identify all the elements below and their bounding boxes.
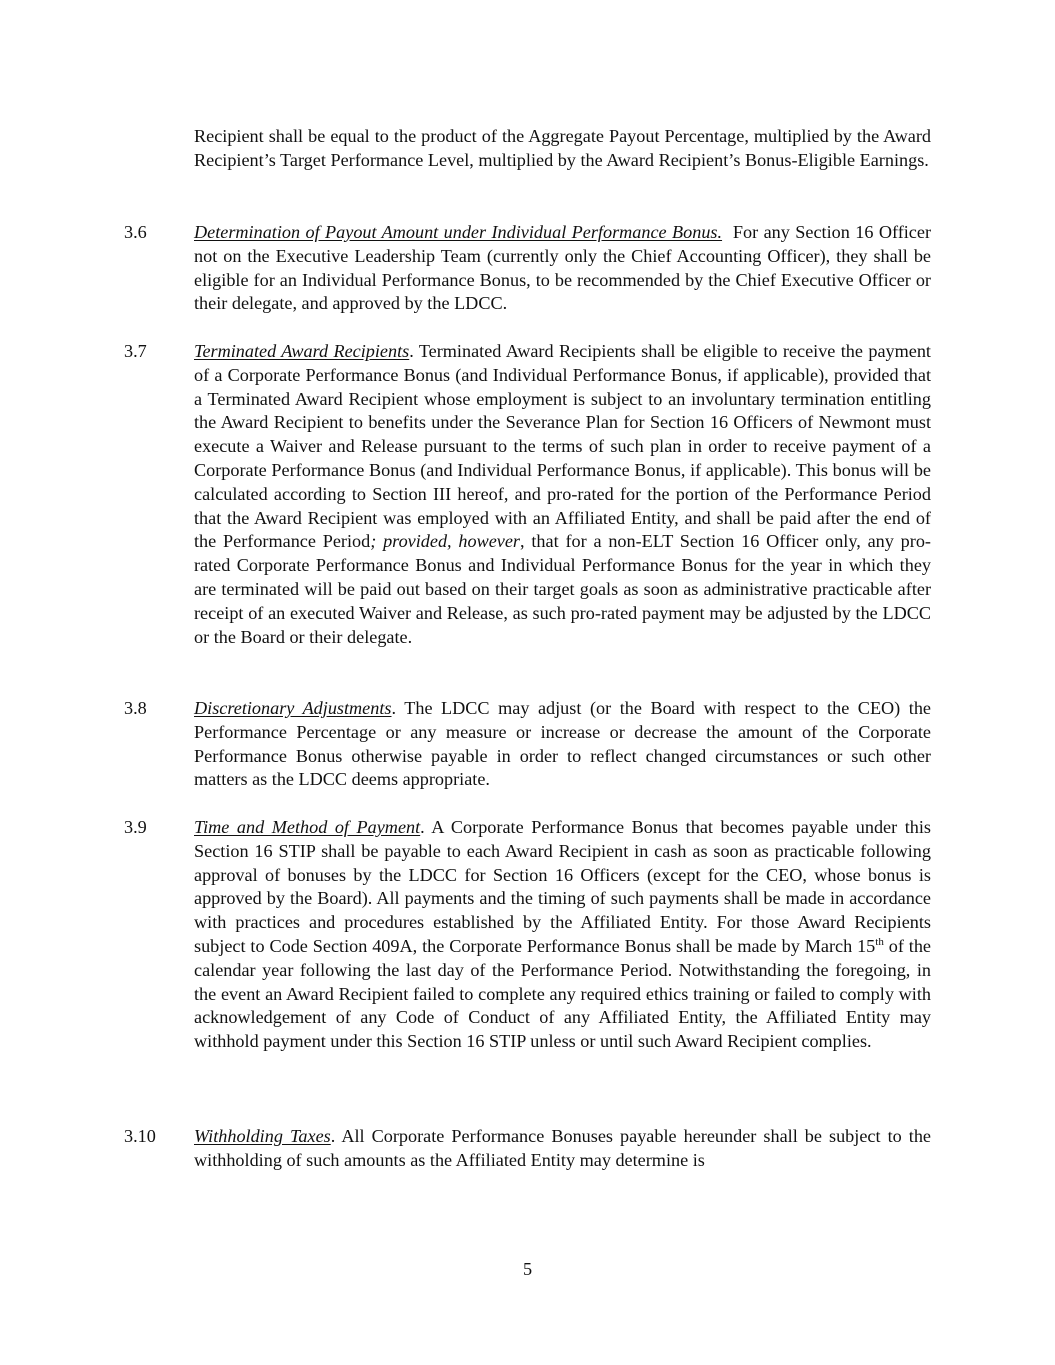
section-3-10: [194, 1125, 931, 1173]
section-3-8: [194, 697, 931, 792]
section-3-7-body-a: . Terminated Award Recipients shall be eligible to receive the payment of a Corporate Performance Bonus (and Individual Performance Bonus, if applicable), provided that a Terminated Award Recipient whose employment is subject to an involuntary termination entitling the Award Recipient to benefits under the Severance Plan for Section 16 Officers of Newmont must execute a Waiver and Release pursuant to the terms of such plan in order to receive payment of a Corporate Performance Bonus (and Individual Performance Bonus, if applicable). This bonus will be calculated according to Section III hereof, and pro-rated for the portion of the Performance Period that the Award Recipient was employed with an Affiliated Entity, and shall be paid after the end of the Performance Period: [194, 341, 931, 552]
section-3-9: [194, 816, 931, 1054]
continuation-paragraph: [194, 125, 931, 173]
section-3-6-body: For any Section 16 Officer not on the Executive Leadership Team (currently only the Chief Accounting Officer), they shall be eligible for an Individual Performance Bonus, to be recommended by the Chief Executive Officer or their delegate, and approved by the LDCC.: [194, 222, 932, 314]
section-3-6: [194, 221, 931, 316]
section-3-6-title: Determination of Payout Amount under Individual Performance Bonus.: [194, 222, 723, 242]
section-3-7-title: Terminated Award Recipients: [194, 341, 410, 361]
section-3-9-body-b: of the calendar year following the last day of the Performance Period. Notwithstanding the foregoing, in the event an Award Recipient failed to complete any required ethics training or failed to comply with acknowledgement of any Code of Conduct of any Affiliated Entity, the Affiliated Entity may withhold payment under this Section 16 STIP unless or until such Award Recipient complies.: [194, 935, 931, 1052]
section-number-3-10: 3.10: [124, 1126, 156, 1146]
section-3-8-title: Discretionary Adjustments: [194, 698, 392, 718]
section-3-9-title: Time and Method of Payment: [194, 817, 421, 837]
section-3-7-proviso: ; provided, however: [370, 531, 521, 552]
section-number-3-9: 3.9: [124, 817, 147, 837]
section-3-10-title: Withholding Taxes: [194, 1126, 331, 1146]
section-3-9-body-a: . A Corporate Performance Bonus that becomes payable under this Section 16 STIP shall be payable to each Award Recipient in cash as soon as practicable following approval of bonuses by the LDCC for Section 16 Officers (except for the CEO, whose bonus is approved by the Board). All payments and the timing of such payments shall be made in accordance with practices and procedures established by the Affiliated Entity. For those Award Recipients subject to Code Section 409A, the Corporate Performance Bonus shall be made by March 15: [194, 817, 931, 956]
section-3-7: [194, 340, 931, 649]
continuation-text: Recipient shall be equal to the product of the Aggregate Payout Percentage, multiplied by the Award Recipient’s Target Performance Level, multiplied by the Award Recipient’s Bonus-Eligible Earnings.: [194, 126, 931, 170]
section-3-10-body: . All Corporate Performance Bonuses payable hereunder shall be subject to the withholding of such amounts as the Affiliated Entity may determine is: [194, 1126, 931, 1170]
page-number: 5: [522, 1259, 533, 1279]
section-number-3-6: 3.6: [124, 222, 147, 242]
section-number-3-8: 3.8: [124, 698, 147, 718]
section-3-7-body-b: , that for a non-ELT Section 16 Officer only, any pro-rated Corporate Performance Bonus and Individual Performance Bonus for the year in which they are terminated will be paid out based on their target goals as soon as administrative practicable after receipt of an executed Waiver and Release, as such pro-rated payment may be adjusted by the LDCC or the Board or their delegate.: [194, 531, 931, 647]
section-number-3-7: 3.7: [124, 341, 147, 361]
section-3-8-body: . The LDCC may adjust (or the Board with respect to the CEO) the Performance Percentage or any measure or increase or decrease the amount of the Corporate Performance Bonus otherwise payable in order to reflect changed circumstances or such other matters as the LDCC deems appropriate.: [194, 698, 932, 790]
section-3-9-superscript: th: [875, 935, 884, 948]
